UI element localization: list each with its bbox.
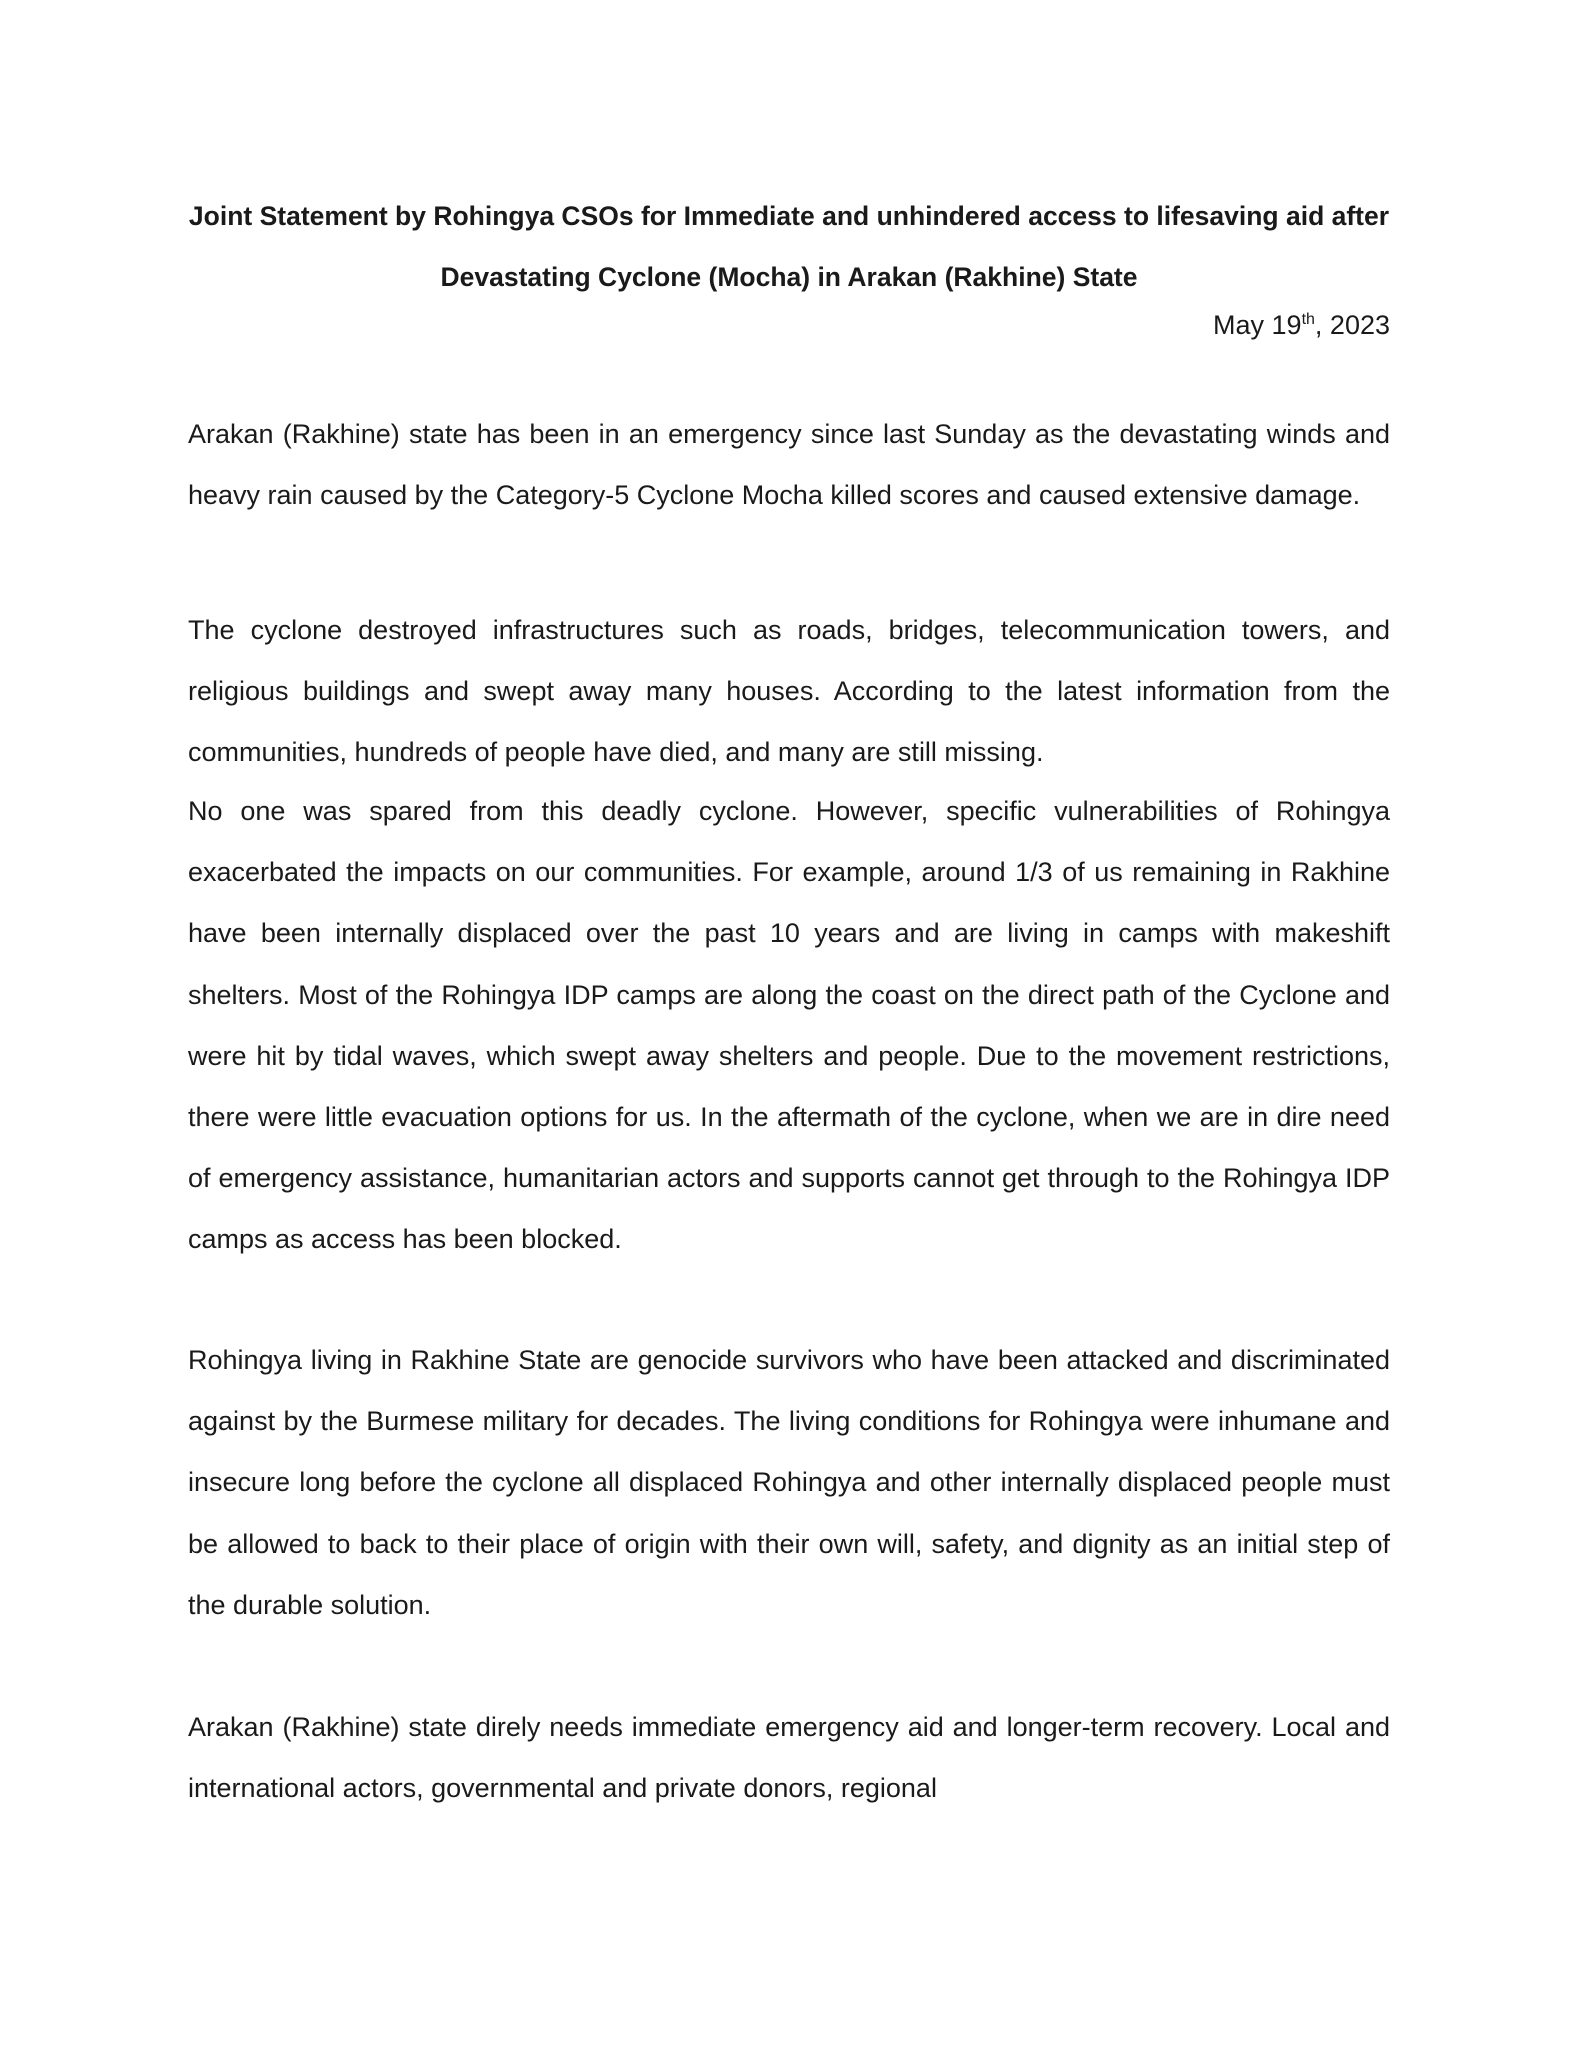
- document-title: Joint Statement by Rohingya CSOs for Immediate and unhindered access to lifesaving aid after Devastating Cyclone (Mocha) in Arakan (Rakhine) State: [188, 201, 1390, 292]
- paragraph: The cyclone destroyed infrastructures such as roads, bridges, telecommunication towers, and religious buildings and swept away many houses. According to the latest information from the communities, hundreds of people have died, and many are still missing.: [188, 615, 1390, 768]
- date-prefix: May 19: [1213, 310, 1302, 340]
- date-suffix: , 2023: [1314, 310, 1390, 340]
- paragraph: Arakan (Rakhine) state direly needs immediate emergency aid and longer-term recovery. Local and international actors, governmental and private donors, regional: [188, 1712, 1390, 1804]
- paragraph: Rohingya living in Rakhine State are genocide survivors who have been attacked and discriminated against by the Burmese military for decades. The living conditions for Rohingya were inhumane and insecure long before the cyclone all displaced Rohingya and other internally displaced people must be allowed to back to their place of origin with their own will, safety, and dignity as an initial step of the durable solution.: [188, 1345, 1390, 1620]
- paragraph: Arakan (Rakhine) state has been in an emergency since last Sunday as the devastating winds and heavy rain caused by the Category-5 Cyclone Mocha killed scores and caused extensive damage.: [188, 419, 1390, 511]
- paragraph: No one was spared from this deadly cyclone. However, specific vulnerabilities of Rohingya exacerbated the impacts on our communities. For example, around 1/3 of us remaining in Rakhine have been internally displaced over the past 10 years and are living in camps with makeshift shelters. Most of the Rohingya IDP camps are along the coast on the direct path of the Cyclone and were hit by tidal waves, which swept away shelters and people. Due to the movement restrictions, there were little evacuation options for us. In the aftermath of the cyclone, when we are in dire need of emergency assistance, humanitarian actors and supports cannot get through to the Rohingya IDP camps as access has been blocked.: [188, 796, 1390, 1255]
- date-superscript: th: [1301, 311, 1315, 328]
- document-date: [188, 305, 1390, 345]
